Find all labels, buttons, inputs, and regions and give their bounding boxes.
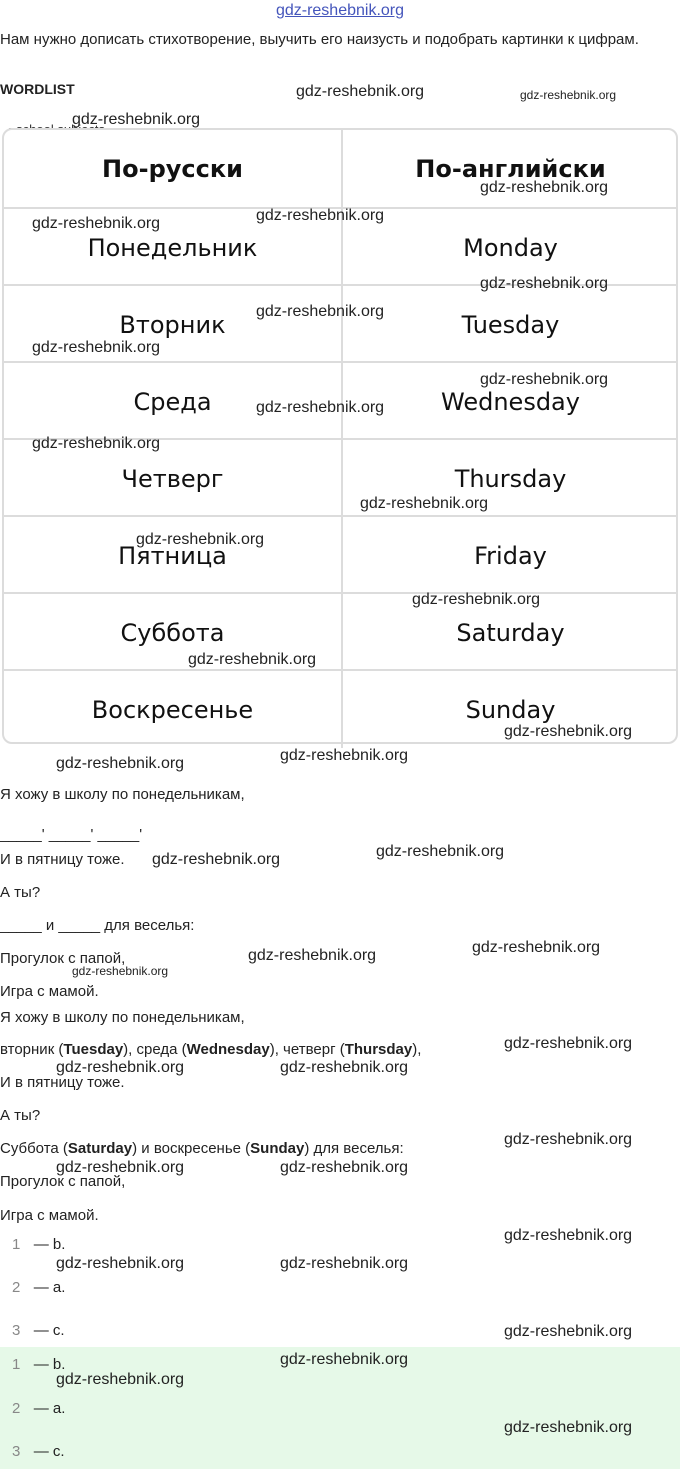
cell-russian: Понедельник bbox=[4, 209, 343, 286]
cell-english: Saturday bbox=[456, 618, 565, 647]
watermark: gdz-reshebnik.org bbox=[56, 1255, 185, 1272]
watermark: gdz-reshebnik.org bbox=[280, 1255, 409, 1272]
watermark: gdz-reshebnik.org bbox=[480, 275, 609, 292]
cell-russian: Четверг bbox=[4, 440, 343, 517]
answer-line-weekdays: вторник (Tuesday), среда (Wednesday), четверг (Thursday), bbox=[0, 1041, 422, 1058]
watermark: gdz-reshebnik.org bbox=[280, 1351, 409, 1368]
watermark: gdz-reshebnik.org bbox=[188, 651, 317, 668]
poem-line: Игра с мамой. bbox=[0, 983, 99, 1000]
watermark: gdz-reshebnik.org bbox=[504, 1131, 633, 1148]
watermark: gdz-reshebnik.org bbox=[32, 339, 161, 356]
cell-english: Monday bbox=[463, 233, 558, 262]
list-item: 3 — c. bbox=[12, 1322, 65, 1339]
list-item-answer: 1 — b. bbox=[12, 1356, 66, 1373]
watermark: gdz-reshebnik.org bbox=[256, 207, 385, 224]
watermark: gdz-reshebnik.org bbox=[412, 591, 541, 608]
list-item: 1 — b. bbox=[12, 1236, 66, 1253]
watermark: gdz-reshebnik.org bbox=[376, 843, 505, 860]
answer-line: И в пятницу тоже. bbox=[0, 1074, 125, 1091]
cell-english: Tuesday bbox=[461, 310, 560, 339]
watermark: gdz-reshebnik.org bbox=[72, 111, 201, 128]
watermark: gdz-reshebnik.org bbox=[56, 1371, 185, 1388]
header-russian: По-русски bbox=[4, 130, 343, 207]
watermark: gdz-reshebnik.org bbox=[72, 964, 169, 978]
cell-russian: Вторник bbox=[4, 286, 343, 363]
table-row bbox=[4, 592, 676, 671]
list-item-answer: 2 — a. bbox=[12, 1400, 66, 1417]
watermark: gdz-reshebnik.org bbox=[296, 83, 425, 100]
cell-russian: Пятница bbox=[4, 517, 343, 594]
watermark: gdz-reshebnik.org bbox=[280, 747, 409, 764]
cell-english: Friday bbox=[474, 541, 547, 570]
watermark: gdz-reshebnik.org bbox=[360, 495, 489, 512]
watermark: gdz-reshebnik.org bbox=[32, 435, 161, 452]
cell-russian: Воскресенье bbox=[4, 671, 343, 748]
answer-line: Игра с мамой. bbox=[0, 1207, 99, 1224]
watermark: gdz-reshebnik.org bbox=[280, 1159, 409, 1176]
answer-line: А ты? bbox=[0, 1107, 41, 1124]
watermark: gdz-reshebnik.org bbox=[256, 399, 385, 416]
table-row bbox=[4, 515, 676, 594]
watermark: gdz-reshebnik.org bbox=[472, 939, 601, 956]
watermark: gdz-reshebnik.org bbox=[504, 1035, 633, 1052]
watermark: gdz-reshebnik.org bbox=[504, 1419, 633, 1436]
poem-blank-line: _____ и _____ для веселья: bbox=[0, 917, 195, 934]
watermark: gdz-reshebnik.org bbox=[504, 1323, 633, 1340]
cell-russian: Среда bbox=[4, 363, 343, 440]
intro-text: Нам нужно дописать стихотворение, выучить его наизусть и подобрать картинки к цифрам. bbox=[0, 31, 639, 48]
watermark: gdz-reshebnik.org bbox=[248, 947, 377, 964]
cell-russian: Суббота bbox=[4, 594, 343, 671]
watermark: gdz-reshebnik.org bbox=[480, 179, 609, 196]
watermark: gdz-reshebnik.org bbox=[504, 723, 633, 740]
answer-line: Я хожу в школу по понедельникам, bbox=[0, 1009, 245, 1026]
watermark: gdz-reshebnik.org bbox=[56, 755, 185, 772]
cell-english: Wednesday bbox=[441, 387, 580, 416]
watermark: gdz-reshebnik.org bbox=[32, 215, 161, 232]
poem-line: Прогулок с папой, bbox=[0, 950, 126, 967]
poem-blank-line: _____' _____' _____' bbox=[0, 826, 143, 843]
header-english: По-английски bbox=[415, 154, 606, 183]
watermark: gdz-reshebnik.org bbox=[504, 1227, 633, 1244]
answer-line: Прогулок с папой, bbox=[0, 1173, 126, 1190]
poem-line: Я хожу в школу по понедельникам, bbox=[0, 786, 245, 803]
watermark: gdz-reshebnik.org bbox=[136, 531, 265, 548]
watermark: gdz-reshebnik.org bbox=[56, 1059, 185, 1076]
poem-line: А ты? bbox=[0, 884, 41, 901]
cell-english: Thursday bbox=[454, 464, 567, 493]
poem-line: И в пятницу тоже. bbox=[0, 851, 125, 868]
watermark: gdz-reshebnik.org bbox=[56, 1159, 185, 1176]
watermark: gdz-reshebnik.org bbox=[280, 1059, 409, 1076]
cell-english: Sunday bbox=[465, 695, 556, 724]
watermark: gdz-reshebnik.org bbox=[152, 851, 281, 868]
wordlist-heading: WORDLIST bbox=[0, 81, 75, 97]
list-item: 2 — a. bbox=[12, 1279, 66, 1296]
answer-line-weekend: Суббота (Saturday) и воскресенье (Sunday) для веселья: bbox=[0, 1140, 404, 1157]
watermark: gdz-reshebnik.org bbox=[256, 303, 385, 320]
list-item-answer: 3 — c. bbox=[12, 1443, 65, 1460]
watermark: gdz-reshebnik.org bbox=[480, 371, 609, 388]
watermark: gdz-reshebnik.org bbox=[520, 88, 617, 102]
site-watermark-top[interactable]: gdz-reshebnik.org bbox=[275, 2, 405, 19]
